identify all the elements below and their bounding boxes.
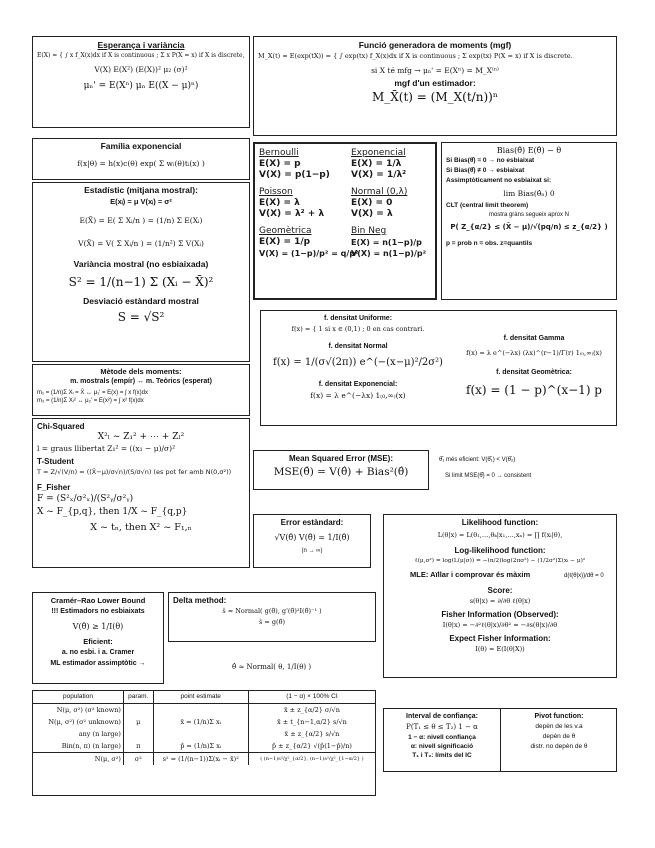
mse-right1: θ̂₁ més eficient: V(θ̂₁) < V(θ̂₂) <box>439 457 516 463</box>
delta-sub: ŝ = g(θ̂) <box>258 618 286 626</box>
dist-line: E(X) = λ <box>259 198 300 208</box>
ci-cell: N(μ, σ²) (σ² known) <box>33 704 123 717</box>
box-esperanca <box>32 36 250 128</box>
box-cramer <box>32 592 164 684</box>
dist-geometrica <box>259 226 359 259</box>
clt-title: CLT (central limit theorem) <box>446 202 529 209</box>
exp-title: f. densitat Exponencial: <box>318 381 398 388</box>
interval-l2: α: nivell significació <box>410 743 474 750</box>
dist-line: V(X) = λ² + λ <box>259 209 325 219</box>
ci-cell: Bin(n, π) (n large) <box>33 740 123 753</box>
clt-formula: P( Z_{α/2} ≤ (X̄ − μ)/√(pq/n) ≤ z_{α/2} ) <box>450 223 608 231</box>
variance-title: Variància mostral (no esbiaixada) <box>73 259 209 269</box>
metode-title: Mètode dels moments: <box>100 367 182 376</box>
estadistic-title: Estadístic (mitjana mostral): <box>84 185 198 195</box>
dist-line: E(X) = n(1−p)/p <box>351 238 422 247</box>
box-error <box>253 514 371 568</box>
ci-header-row <box>33 691 375 704</box>
normal-formula: f(x) = 1/(σ√(2π)) e^(−(x−μ)²/2σ²) <box>273 357 443 368</box>
score-formula: s(θ|x) = ∂/∂θ ℓ(θ|x) <box>469 597 531 605</box>
densitats-left <box>265 313 451 401</box>
geom-formula: f(x) = (1 − p)^(x−1) p <box>466 383 602 397</box>
mle-row <box>384 569 616 583</box>
ci-cell: σ² <box>123 753 153 766</box>
central-moments: μₙ' = E(Xⁿ) μₙ E((X − μ)ⁿ) <box>83 81 199 91</box>
bias-line1: Si Bias(θ̂) = 0 → no esbiaixat <box>446 157 535 164</box>
gamma-title: f. densitat Gamma <box>503 335 565 342</box>
dist-left-column <box>259 148 359 259</box>
dist-name: Bernoulli <box>259 148 299 158</box>
dist-name: Poisson <box>259 187 293 197</box>
pivot-title: Pivot function: <box>534 713 584 720</box>
ci-table <box>33 691 375 765</box>
metode-subtitle: m. mostrals (empír) ↔ m. Teòrics (esperat) <box>70 378 212 385</box>
ci-cell: p̂ = (1/n)Σ xᵢ <box>153 740 248 753</box>
fisher-title: F_Fisher <box>37 483 71 492</box>
chi-title: Chi-Squared <box>37 422 85 431</box>
ci-cell: p̂ ± z_{α/2} √(p̂(1−p̂)/n) <box>271 742 352 750</box>
clt-legend: p = prob n = obs. z=quantils <box>446 240 533 247</box>
cramer-e1: a. no esbi. i a. Cramer <box>61 649 135 656</box>
unif-title: f. densitat Uniforme: <box>323 315 393 322</box>
box-estadistic <box>32 182 250 362</box>
box-familia <box>32 138 250 180</box>
box-likelihood <box>383 514 617 678</box>
expect-fisher-formula: I(θ) = E(I(θ|X)) <box>475 645 525 653</box>
ci-cell <box>153 728 248 740</box>
dist-line: E(X) = 0 <box>351 198 393 208</box>
table-row <box>33 740 375 753</box>
estadistic-line1: E(xᵢ) = μ V(xᵢ) = σ² <box>110 197 172 206</box>
ci-header: param. <box>123 691 153 704</box>
dist-line: V(X) = (1−p)/p² = q/p² <box>259 249 359 258</box>
fisher-f2: X ~ F_{p,q}, then 1/X ~ F_{q,p} <box>37 507 188 517</box>
likelihood-formula: L(θ|x) = L(θ₁,…,θₖ|x₁,…,xₙ) = ∏ f(xᵢ|θ), <box>437 531 563 539</box>
exp-formula: f(x) = λ e^(−λx) 1₍₀,∞₎(x) <box>310 391 406 400</box>
table-row <box>33 716 375 728</box>
estadistic-vx: V(X̄) = V( Σ Xᵢ/n ) = (1/n²) Σ V(Xᵢ) <box>78 239 204 248</box>
mle-text: MLE: Aïllar i comprovar és màxim <box>410 570 531 579</box>
familia-title: Família exponencial <box>100 141 182 151</box>
error-formula: √V(θ̂) V(θ̂) = 1/I(θ̂) <box>274 533 350 542</box>
error-title: Error estàndard: <box>280 518 344 527</box>
score-title: Score: <box>487 586 513 595</box>
cramer-formula: V(θ̂) ≥ 1/I(θ) <box>72 622 124 631</box>
ci-cell: N(μ, σ²) (σ² unknown) <box>33 716 123 728</box>
table-row <box>33 728 375 740</box>
mgf-moment-line: si X té mfg → μₙ' = E(Xⁿ) = M_X⁽ⁿ⁾ <box>371 66 499 75</box>
box-densitats <box>260 310 617 426</box>
bias-line2: Si Bias(θ̂) ≠ 0 → esbiaixat <box>446 167 525 174</box>
ci-cell <box>123 728 153 740</box>
pivot-col <box>502 709 616 771</box>
pivot-l2: depèn de θ <box>542 733 576 740</box>
normal-title: f. densitat Normal <box>328 343 388 350</box>
dist-line: E(X) = p <box>259 159 301 169</box>
interval-col <box>384 709 501 771</box>
ci-cell: μ <box>123 716 153 728</box>
dist-bernoulli <box>259 148 347 181</box>
fisher-obs-title: Fisher Information (Observed): <box>441 610 559 619</box>
dist-name: Normal (0,λ) <box>351 187 408 197</box>
dist-right-column <box>351 148 435 259</box>
ci-cell: s² = (1/(n−1))Σ(xᵢ − x̄)² <box>153 753 248 766</box>
metode-l1: m₁ = (1/n)Σ Xᵢ = X̄ ↔ μ₁' = E(x) = ∫ x f(x)dx <box>37 390 148 396</box>
fisher-obs-formula: I(θ|x) = −∂²ℓ(θ|x)/∂θ² = −∂s(θ|x)/∂θ <box>442 621 558 629</box>
bias-lim: lim Bias(θ̂ₙ) 0 <box>503 189 555 198</box>
mse-inner <box>253 450 429 490</box>
variance-formula: S² = 1/(n−1) Σ (Xᵢ − X̄)² <box>68 275 214 289</box>
sd-title: Desviació estàndard mostral <box>83 296 199 306</box>
mse-title: Mean Squared Error (MSE): <box>288 454 393 463</box>
densitats-right <box>455 333 613 398</box>
mse-right2: Si limit MSE(θ̂) = 0 → consistent <box>445 473 532 479</box>
ci-cell: x̄ ± z_{α/2} s/√n <box>284 730 340 738</box>
bias-assim: Assimptòticament no esbiaixat si: <box>446 177 552 184</box>
fisher-f1: F = (S²ₓ/σ²ₓ)/(S²ᵧ/σ²ᵧ) <box>37 494 134 504</box>
ci-cell: x̄ ± t_{n−1,α/2} s/√n <box>277 718 347 726</box>
gamma-formula: f(x) = λ e^(−λx) (λx)^(r−1)/Γ(r) 1₍₀,∞₎(x) <box>466 349 602 357</box>
tstudent-formula: T = Z/√(V/n) = ((X̄−μ)/σ√n)/(S/σ√n) (es pot fer amb N(0,σ²)) <box>37 468 232 476</box>
metode-l2: m₂ = (1/n)Σ Xᵢ² ↔ μ₂' = E(x²) = ∫ x² f(x)dx <box>37 398 144 404</box>
delta-ml: θ̂ ≈ Normal( θ, 1/I(θ) ) <box>232 663 312 671</box>
table-row <box>33 753 375 766</box>
cramer-e2: ML estimador assimptòtic → <box>50 660 146 667</box>
dist-poisson <box>259 187 347 220</box>
ci-cell: N(μ, σ²) <box>33 753 123 766</box>
dist-binneg <box>351 226 435 259</box>
fisher-f3: X ~ tₙ, then X² ~ F₁,ₙ <box>90 522 192 533</box>
ci-header: point estimate <box>153 691 248 704</box>
dist-line: E(X) = 1/λ <box>351 159 402 169</box>
interval-l1: 1 − α: nivell confiança <box>408 734 476 741</box>
dist-name: Bin Neg <box>351 226 387 236</box>
mgf-estimator-formula: M_X̄(t) = (M_X(t/n))ⁿ <box>371 90 499 104</box>
delta-formula: ŝ ≈ Normal( g(θ̂), g'(θ̂)²I(θ̂)⁻¹ ) <box>222 607 322 615</box>
familia-formula: f(x|θ) = h(x)c(θ) exp( Σ wᵢ(θ)tᵢ(x) ) <box>77 159 205 168</box>
ci-cell: any (n large) <box>33 728 123 740</box>
expectation-formula: E(X) = { ∫ x f_X(x)dx if X is continuous ; Σ x P(X = x) if X is discrete, <box>37 52 245 59</box>
ci-cell: x̄ ± z_{α/2} σ/√n <box>283 706 340 714</box>
geom-title: f. densitat Geomètrica: <box>496 369 572 376</box>
box-bias <box>441 142 617 300</box>
box-distribucions <box>253 142 437 300</box>
mse-formula: MSE(θ̂) = V(θ̂) + Bias²(θ̂) <box>273 466 409 478</box>
ci-header: (1 − α) × 100% CI <box>248 691 375 704</box>
box-interval <box>383 708 617 772</box>
ci-header: population <box>33 691 123 704</box>
ci-cell: ( (n−1)s²/χ²_{α/2}, (n−1)s²/χ²_{1−α/2} ) <box>260 756 364 762</box>
cramer-title: Cramér–Rao Lower Bound <box>50 596 146 605</box>
expect-fisher-title: Expect Fisher Information: <box>449 634 551 643</box>
loglik-formula: ℓ(μ,σ²) = log(L(μ|σ)) = −(n/2)log(2πσ²) − (1/2σ²)Σ(xᵢ − μ)² <box>414 558 586 564</box>
chi-graus: l = graus llibertat Z₁² = ((x₁ − μ)/σ)² <box>37 444 176 453</box>
dist-line: V(X) = n(1−p)/p² <box>351 249 427 258</box>
esperanca-title: Esperança i variància <box>97 40 185 50</box>
dist-line: E(X) = 1/p <box>259 237 311 247</box>
mle-side: d(ℓ(θ|x))/dθ = 0 <box>564 573 604 579</box>
table-row <box>33 704 375 717</box>
box-ci-table <box>32 690 376 796</box>
ci-cell <box>153 704 248 717</box>
box-chi <box>32 418 250 568</box>
box-mgf <box>253 36 617 136</box>
bias-formula: Bias(θ̂) E(θ̂) − θ <box>496 146 562 155</box>
box-metode <box>32 364 250 416</box>
interval-formula: P(T₁ ≤ θ ≤ T₂) 1 − α <box>406 723 478 731</box>
likelihood-title: Likelihood function: <box>461 518 539 527</box>
mgf-title: Funció generadora de moments (mgf) <box>358 40 512 50</box>
dist-line: V(X) = 1/λ² <box>351 170 407 180</box>
ci-cell: x̄ = (1/n)Σ xᵢ <box>153 716 248 728</box>
cramer-eficient: Eficient: <box>83 637 113 646</box>
pivot-l1: depèn de les v.a <box>535 723 583 730</box>
dist-normal <box>351 187 435 220</box>
sd-formula: S = √S² <box>117 310 165 324</box>
chi-formula: X²ₗ ~ Z₁² + ⋯ + Zₗ² <box>97 432 185 442</box>
box-delta <box>168 592 376 642</box>
error-cond: (n → ∞) <box>301 548 323 554</box>
dist-line: V(X) = λ <box>351 209 393 219</box>
box-mse <box>253 450 617 496</box>
ci-cell: π <box>123 740 153 753</box>
tstudent-title: T-Student <box>37 457 74 466</box>
estadistic-ex: E(X̄) = E( Σ Xᵢ/n ) = (1/n) Σ E(Xᵢ) <box>79 216 203 225</box>
pivot-l3: distr. no depèn de θ <box>530 743 588 750</box>
dist-exponencial <box>351 148 435 181</box>
loglik-title: Log-likelihood function: <box>454 546 546 555</box>
unif-formula: f(x) = { 1 si x ∈ (0,1) ; 0 en cas contrari. <box>291 325 425 333</box>
interval-l3: T₁ i T₂: límits del IC <box>412 752 472 759</box>
clt-sub: mostra gràns segueix aprox N <box>488 212 570 218</box>
mgf-estimator-title: mgf d'un estimador: <box>394 78 476 88</box>
interval-title: Interval de confiança: <box>406 713 478 720</box>
dist-name: Exponencial <box>351 148 406 158</box>
mgf-definition: M_X(t) = E(exp(tX)) = { ∫ exp(tx) f_X(x)dx if X is continuous ; Σ exp(tx) P(X = x) if X is discrete. <box>258 52 573 60</box>
dist-name: Geomètrica <box>259 226 312 236</box>
ci-cell <box>123 704 153 717</box>
moments-line: V(X) E(X²) (E(X))² μ₂ (σ)² <box>94 65 188 74</box>
delta-title: Delta method: <box>173 596 227 605</box>
cramer-subtitle: !!! Estimadors no esbiaixats <box>51 608 145 615</box>
dist-line: V(X) = p(1−p) <box>259 170 330 180</box>
